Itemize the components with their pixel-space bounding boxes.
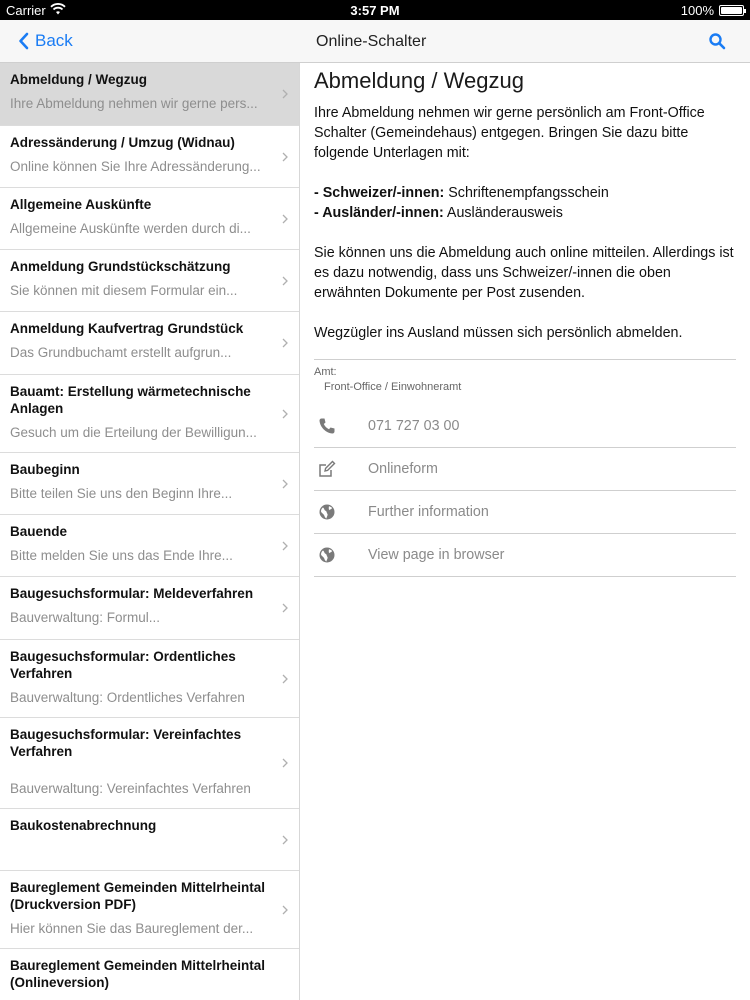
chevron-right-icon xyxy=(282,214,288,224)
item-subtitle: Bitte melden Sie uns das Ende Ihre... xyxy=(10,548,233,563)
item-title: Baureglement Gemeinden Mittelrheintal (Onlineversion) xyxy=(10,958,266,990)
item-subtitle: Bauverwaltung: Vereinfachtes Verfahren xyxy=(10,781,251,796)
back-label: Back xyxy=(35,31,73,50)
amt-value: Front-Office / Einwohneramt xyxy=(324,381,462,393)
item-title: Baubeginn xyxy=(10,462,80,477)
onlineform-label: Onlineform xyxy=(368,461,438,477)
abroad-text: Wegzügler ins Ausland müssen sich persönlich abmelden. xyxy=(314,325,683,341)
search-icon[interactable] xyxy=(708,32,726,50)
further-info-label: Further information xyxy=(368,504,489,520)
detail-body xyxy=(314,103,736,343)
item-title: Adressänderung / Umzug (Widnau) xyxy=(10,135,235,150)
item-title: Anmeldung Grundstückschätzung xyxy=(10,259,231,274)
chevron-right-icon xyxy=(282,674,288,684)
item-subtitle: Bauverwaltung: Formul... xyxy=(10,610,161,625)
requirement-label-foreign: - Ausländer/-innen: xyxy=(314,205,444,221)
phone-number: 071 727 03 00 xyxy=(368,418,460,434)
item-title: Bauamt: Erstellung wärmetechnische Anlagen xyxy=(10,384,251,416)
chevron-right-icon xyxy=(282,276,288,286)
globe-icon xyxy=(318,503,336,521)
phone-row[interactable] xyxy=(314,405,736,448)
list-item[interactable] xyxy=(0,126,299,188)
list-item[interactable] xyxy=(0,949,299,1000)
carrier-label: Carrier xyxy=(6,3,46,18)
list-item[interactable] xyxy=(0,809,299,871)
item-title: Baugesuchsformular: Ordentliches Verfahren xyxy=(10,649,236,681)
item-title: Baukostenabrechnung xyxy=(10,818,157,833)
chevron-right-icon xyxy=(282,89,288,99)
amt-label: Amt: xyxy=(314,366,337,378)
intro-text: Ihre Abmeldung nehmen wir gerne persönlich am Front-Office Schalter (Gemeindehaus) entgegen. Bringen Sie dazu bitte folgende Unterlagen mit: xyxy=(314,105,705,161)
list-item[interactable] xyxy=(0,515,299,577)
chevron-right-icon xyxy=(282,541,288,551)
chevron-right-icon xyxy=(282,152,288,162)
action-list xyxy=(314,405,736,577)
list-item[interactable] xyxy=(0,375,299,453)
onlineform-row[interactable] xyxy=(314,448,736,491)
battery-icon xyxy=(719,5,744,16)
online-text: Sie können uns die Abmeldung auch online mitteilen. Allerdings ist es dazu notwendig, dass uns Schweizer/-innen die oben erwähnten Dokumente per Post zusenden. xyxy=(314,245,734,301)
battery-percent: 100% xyxy=(680,3,714,18)
list-item[interactable] xyxy=(0,188,299,250)
navigation-bar xyxy=(0,20,750,63)
phone-icon xyxy=(318,417,336,435)
item-title: Baugesuchsformular: Vereinfachtes Verfahren xyxy=(10,727,242,759)
detail-pane xyxy=(314,63,736,577)
service-list xyxy=(0,63,300,1000)
list-item[interactable] xyxy=(0,577,299,640)
chevron-right-icon xyxy=(282,479,288,489)
detail-title: Abmeldung / Wegzug xyxy=(314,68,524,93)
item-subtitle: Sie können mit diesem Formular ein... xyxy=(10,283,238,298)
chevron-right-icon xyxy=(282,409,288,419)
status-bar xyxy=(0,0,750,20)
item-title: Baureglement Gemeinden Mittelrheintal (Druckversion PDF) xyxy=(10,880,266,912)
list-item[interactable] xyxy=(0,63,299,126)
chevron-right-icon xyxy=(282,758,288,768)
view-browser-label: View page in browser xyxy=(368,547,505,563)
item-subtitle: Allgemeine Auskünfte werden durch di... xyxy=(10,221,251,236)
item-title: Baugesuchsformular: Meldeverfahren xyxy=(10,586,254,601)
requirement-value-foreign: Ausländerausweis xyxy=(443,205,563,221)
item-title: Abmeldung / Wegzug xyxy=(10,72,147,87)
requirement-label-swiss: - Schweizer/-innen: xyxy=(314,185,445,201)
chevron-right-icon xyxy=(282,905,288,915)
requirement-value-swiss: Schriftenempfangsschein xyxy=(444,185,609,201)
chevron-right-icon xyxy=(282,835,288,845)
clock: 3:57 PM xyxy=(350,3,400,18)
item-subtitle: Das Grundbuchamt erstellt aufgrun... xyxy=(10,345,232,360)
chevron-left-icon xyxy=(18,32,29,50)
globe-icon xyxy=(318,546,336,564)
list-item[interactable] xyxy=(0,871,299,949)
list-item[interactable] xyxy=(0,453,299,515)
item-subtitle: Bitte teilen Sie uns den Beginn Ihre... xyxy=(10,486,233,501)
view-browser-row[interactable] xyxy=(314,534,736,577)
further-info-row[interactable] xyxy=(314,491,736,534)
requirements xyxy=(314,183,736,223)
divider xyxy=(314,359,736,360)
item-title: Allgemeine Auskünfte xyxy=(10,197,152,212)
list-item[interactable] xyxy=(0,718,299,809)
item-title: Bauende xyxy=(10,524,68,539)
page-title: Online-Schalter xyxy=(316,33,427,50)
chevron-right-icon xyxy=(282,603,288,613)
list-item[interactable] xyxy=(0,312,299,375)
edit-form-icon xyxy=(318,460,336,478)
chevron-right-icon xyxy=(282,338,288,348)
item-subtitle: Ihre Abmeldung nehmen wir gerne pers... xyxy=(10,96,258,111)
item-subtitle: Hier können Sie das Baureglement der... xyxy=(10,921,254,936)
back-button[interactable] xyxy=(18,31,73,51)
item-title: Anmeldung Kaufvertrag Grundstück xyxy=(10,321,244,336)
item-subtitle: Gesuch um die Erteilung der Bewilligun... xyxy=(10,425,257,440)
list-item[interactable] xyxy=(0,640,299,718)
item-subtitle: Bauverwaltung: Ordentliches Verfahren xyxy=(10,690,245,705)
list-item[interactable] xyxy=(0,250,299,312)
item-subtitle: Online können Sie Ihre Adressänderung... xyxy=(10,159,261,174)
